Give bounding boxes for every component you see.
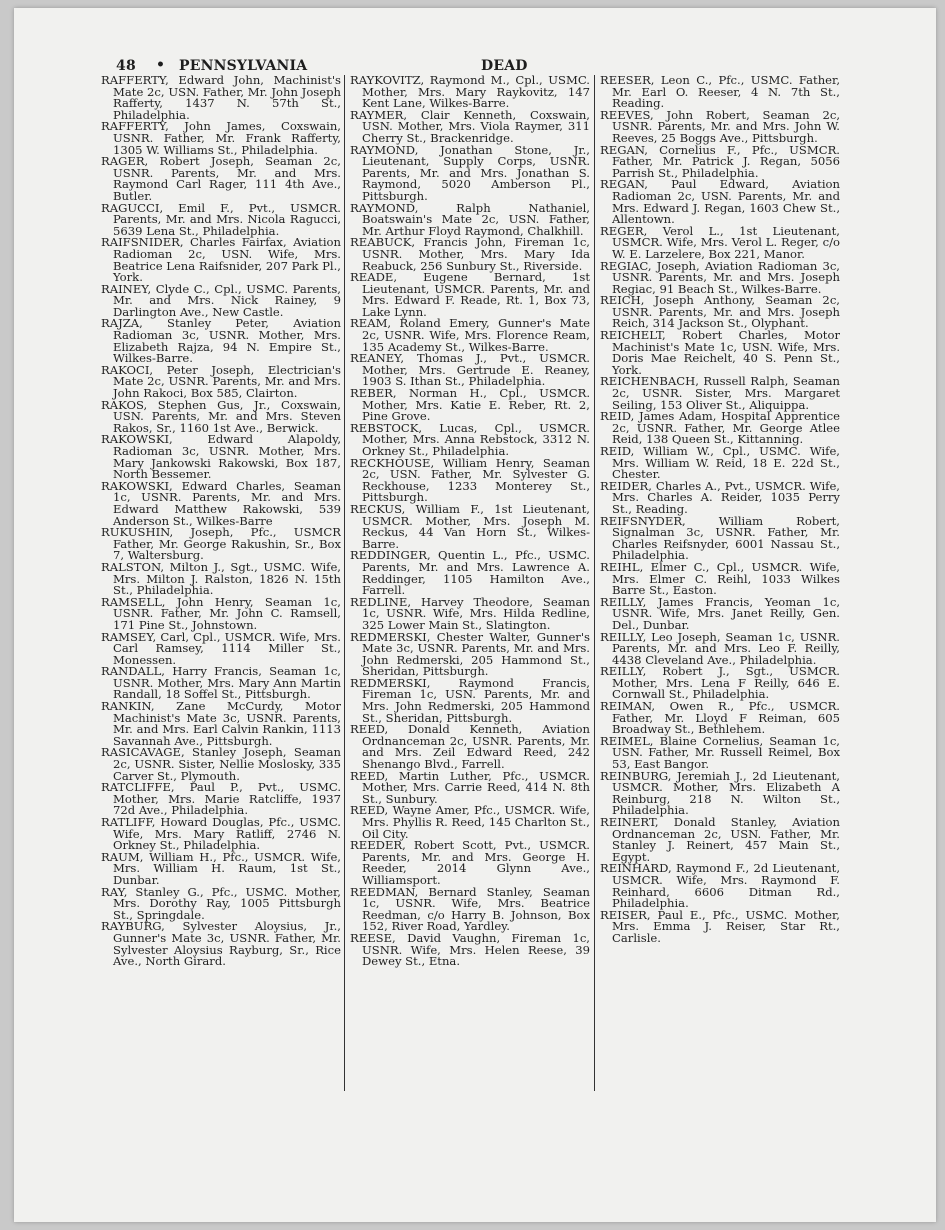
casualty-entry: RAUM, William H., Pfc., USMCR. Wife, Mrs. William H. Raum, 1st St., Dunbar. xyxy=(101,849,341,887)
casualty-entry: REILLY, Robert J., Sgt., USMCR. Mother, Mrs. Lena F Reilly, 646 E. Cornwall St., Philadelphia. xyxy=(600,664,840,702)
casualty-entry: REANEY, Thomas J., Pvt., USMCR. Mother, Mrs. Gertrude E. Reaney, 1903 S. Ithan St., Philadelphia. xyxy=(350,351,590,389)
casualty-entry: RAYMER, Clair Kenneth, Coxswain, USN. Mother, Mrs. Viola Raymer, 311 Cherry St., Brackenridge. xyxy=(350,107,590,145)
casualty-entry: REAM, Roland Emery, Gunner's Mate 2c, USNR. Wife, Mrs. Florence Ream, 135 Academy St., Wilkes-Barre. xyxy=(350,316,590,354)
casualty-entry: RUKUSHIN, Joseph, Pfc., USMCR Father, Mr. George Rakushin, Sr., Box 7, Waltersburg. xyxy=(101,525,341,563)
casualty-entry: REDMERSKI, Chester Walter, Gunner's Mate 3c, USNR. Parents, Mr. and Mrs. John Redmerski, 205 Hammond St., Sheridan, Pittsburgh. xyxy=(350,629,590,679)
casualty-entry: RAGER, Robert Joseph, Seaman 2c, USNR. Parents, Mr. and Mrs. Raymond Carl Rager, 111 4th Ave., Butler. xyxy=(101,154,341,203)
casualty-entry: REBSTOCK, Lucas, Cpl., USMCR. Mother, Mrs. Anna Rebstock, 3312 N. Orkney St., Philadelphia. xyxy=(350,420,590,458)
casualty-entry: REINBURG, Jeremiah J., 2d Lieutenant, USMCR. Mother, Mrs. Elizabeth A Reinburg, 218 N. Wilton St., Philadelphia. xyxy=(600,768,840,818)
casualty-entry: RAYBURG, Sylvester Aloysius, Jr., Gunner's Mate 3c, USNR. Father, Mr. Sylvester Aloysius Rayburg, Sr., Rice Ave., North Girard. xyxy=(101,919,341,969)
casualty-entry: RANKIN, Zane McCurdy, Motor Machinist's Mate 3c, USNR. Parents, Mr. and Mrs. Earl Calvin Rankin, 1113 Savannah Ave., Pittsburgh. xyxy=(101,699,341,748)
casualty-entry: REESER, Leon C., Pfc., USMC. Father, Mr. Earl O. Reeser, 4 N. 7th St., Reading. xyxy=(600,75,840,111)
casualty-entry: REGER, Verol L., 1st Lieutenant, USMCR. Wife, Mrs. Verol L. Reger, c/o W. E. Larzelere, Box 221, Manor. xyxy=(600,223,840,261)
casualty-entry: REBER, Norman H., Cpl., USMCR. Mother, Mrs. Katie E. Reber, Rt. 2, Pine Grove. xyxy=(350,386,590,424)
casualty-entry: REIFSNYDER, William Robert, Signalman 3c, USNR. Father, Mr. Charles Reifsnyder, 6001 Nassau St., Philadelphia. xyxy=(600,513,840,563)
casualty-entry: RAY, Stanley G., Pfc., USMC. Mother, Mrs. Dorothy Ray, 1005 Pittsburgh St., Springdale. xyxy=(101,884,341,922)
casualty-entry: REINERT, Donald Stanley, Aviation Ordnanceman 2c, USN. Father, Mr. Stanley J. Reinert, 457 Main St., Egypt. xyxy=(600,815,840,864)
casualty-entry: RALSTON, Milton J., Sgt., USMC. Wife, Mrs. Milton J. Ralston, 1826 N. 15th St., Philadelphia. xyxy=(101,559,341,598)
casualty-entry: RAJZA, Stanley Peter, Aviation Radioman 3c, USNR. Mother, Mrs. Elizabeth Rajza, 94 N. Empire St., Wilkes-Barre. xyxy=(101,316,341,366)
casualty-entry: REGIAC, Joseph, Aviation Radioman 3c, USNR. Parents, Mr. and Mrs. Joseph Regiac, 91 Beach St., Wilkes-Barre. xyxy=(600,258,840,296)
casualty-entry: REEVES, John Robert, Seaman 2c, USNR. Parents, Mr. and Mrs. John W. Reeves, 25 Boggs Ave., Pittsburgh. xyxy=(600,107,840,145)
casualty-entry: RAMSEY, Carl, Cpl., USMCR. Wife, Mrs. Carl Ramsey, 1114 Miller St., Monessen. xyxy=(101,629,341,667)
casualty-entry: REED, Donald Kenneth, Aviation Ordnanceman 2c, USNR. Parents, Mr. and Mrs. Zeil Edward Reed, 242 Shenango Blvd., Farrell. xyxy=(350,722,590,772)
casualty-entry: RAFFERTY, John James, Coxswain, USNR. Father, Mr. Frank Rafferty, 1305 W. Williams St., Philadelphia. xyxy=(101,119,341,157)
casualty-entry: RAGUCCI, Emil F., Pvt., USMCR. Parents, Mr. and Mrs. Nicola Ragucci, 5639 Lena St., Philadelphia. xyxy=(101,200,341,238)
casualty-entry: REED, Wayne Amer, Pfc., USMCR. Wife, Mrs. Phyllis R. Reed, 145 Charlton St., Oil City. xyxy=(350,803,590,841)
casualty-entry: REID, William W., Cpl., USMC. Wife, Mrs. William W. Reid, 18 E. 22d St., Chester. xyxy=(600,444,840,482)
casualty-entry: RAMSELL, John Henry, Seaman 1c, USNR. Father, Mr. John C. Ramsell, 171 Pine St., Johnstown. xyxy=(101,594,341,632)
casualty-entry: REDDINGER, Quentin L., Pfc., USMC. Parents, Mr. and Mrs. Lawrence A. Reddinger, 1105 Hamilton Ave., Farrell. xyxy=(350,548,590,598)
casualty-entry: REICH, Joseph Anthony, Seaman 2c, USNR. Parents, Mr. and Mrs. Joseph Reich, 314 Jackson St., Olyphant. xyxy=(600,293,840,331)
column-divider xyxy=(594,75,595,1091)
casualty-entry: REINHARD, Raymond F., 2d Lieutenant, USMCR. Wife, Mrs. Raymond F. Reinhard, 6606 Ditman Rd., Philadelphia. xyxy=(600,861,840,911)
casualty-entry: RAIFSNIDER, Charles Fairfax, Aviation Radioman 2c, USN. Wife, Mrs. Beatrice Lena Raifsnider, 207 Park Pl., York. xyxy=(101,235,341,285)
column-1 xyxy=(101,75,341,1095)
casualty-entry: REGAN, Cornelius F., Pfc., USMCR. Father, Mr. Patrick J. Regan, 5056 Parrish St., Philadelphia. xyxy=(600,142,840,180)
casualty-entry: RAYMOND, Jonathan Stone, Jr., Lieutenant, Supply Corps, USNR. Parents, Mr. and Mrs. Jonathan S. Raymond, 5020 Amberson Pl., Pittsburgh. xyxy=(350,142,590,203)
casualty-entry: REDMERSKI, Raymond Francis, Fireman 1c, USN. Parents, Mr. and Mrs. John Redmerski, 205 Hammond St., Sheridan, Pittsburgh. xyxy=(350,675,590,725)
column-2 xyxy=(350,75,590,1095)
casualty-entry: REILLY, James Francis, Yeoman 1c, USNR. Wife, Mrs. Janet Reilly, Gen. Del., Dunbar. xyxy=(600,594,840,632)
casualty-entry: RATCLIFFE, Paul P., Pvt., USMC. Mother, Mrs. Marie Ratcliffe, 1937 72d Ave., Philadelphia. xyxy=(101,780,341,818)
casualty-entry: RAFFERTY, Edward John, Machinist's Mate 2c, USN. Father, Mr. John Joseph Rafferty, 1437 N. 57th St., Philadelphia. xyxy=(101,75,341,122)
casualty-entry: REABUCK, Francis John, Fireman 1c, USNR. Mother, Mrs. Mary Ida Reabuck, 256 Sunbury St., Riverside. xyxy=(350,235,590,273)
casualty-entry: RAKOWSKI, Edward Alapoldy, Radioman 3c, USNR. Mother, Mrs. Mary Jankowski Rakowski, Box 187, North Bessemer. xyxy=(101,432,341,482)
casualty-entry: REDLINE, Harvey Theodore, Seaman 1c, USNR. Wife, Mrs. Hilda Redline, 325 Lower Main St., Slatington. xyxy=(350,594,590,632)
state-title: PENNSYLVANIA xyxy=(179,58,308,74)
bullet-icon: • xyxy=(156,57,166,73)
casualty-entry: REID, James Adam, Hospital Apprentice 2c, USNR. Father, Mr. George Atlee Reid, 138 Queen St., Kittanning. xyxy=(600,409,840,447)
casualty-entry: REED, Martin Luther, Pfc., USMCR. Mother, Mrs. Carrie Reed, 414 N. 8th St., Sunbury. xyxy=(350,768,590,806)
casualty-entry: REIMAN, Owen R., Pfc., USMCR. Father, Mr. Lloyd F Reiman, 605 Broadway St., Bethlehem. xyxy=(600,699,840,737)
casualty-entry: RECKUS, William F., 1st Lieutenant, USMCR. Mother, Mrs. Joseph M. Reckus, 44 Van Horn St., Wilkes-Barre. xyxy=(350,501,590,551)
casualty-entry: REESE, David Vaughn, Fireman 1c, USNR. Wife, Mrs. Helen Reese, 39 Dewey St., Etna. xyxy=(350,930,590,969)
page-number: 48 xyxy=(116,58,136,74)
casualty-entry: RANDALL, Harry Francis, Seaman 1c, USNR. Mother, Mrs. Mary Ann Martin Randall, 18 Soffel St., Pittsburgh. xyxy=(101,664,341,702)
casualty-entry: RAYMOND, Ralph Nathaniel, Boatswain's Mate 2c, USN. Father, Mr. Arthur Floyd Raymond, Chalkhill. xyxy=(350,200,590,238)
casualty-entry: REICHENBACH, Russell Ralph, Seaman 2c, USNR. Sister, Mrs. Margaret Seiling, 153 Oliver St., Aliquippa. xyxy=(600,374,840,412)
section-title: DEAD xyxy=(481,58,528,74)
casualty-entry: REIMEL, Blaine Cornelius, Seaman 1c, USN. Father, Mr. Russell Reimel, Box 53, East Bangor. xyxy=(600,733,840,772)
casualty-entry: RATLIFF, Howard Douglas, Pfc., USMC. Wife, Mrs. Mary Ratliff, 2746 N. Orkney St., Philadelphia. xyxy=(101,815,341,853)
casualty-entry: RASICAVAGE, Stanley Joseph, Seaman 2c, USNR. Sister, Nellie Moslosky, 335 Carver St., Plymouth. xyxy=(101,745,341,783)
casualty-entry: RAKOS, Stephen Gus, Jr., Coxswain, USN. Parents, Mr. and Mrs. Steven Rakos, Sr., 1160 1st Ave., Berwick. xyxy=(101,397,341,435)
casualty-entry: RAYKOVITZ, Raymond M., Cpl., USMC. Mother, Mrs. Mary Raykovitz, 147 Kent Lane, Wilkes-Barre. xyxy=(350,75,590,111)
casualty-entry: REEDMAN, Bernard Stanley, Seaman 1c, USNR. Wife, Mrs. Beatrice Reedman, c/o Harry B. Johnson, Box 152, River Road, Yardley. xyxy=(350,884,590,934)
casualty-entry: RAKOCI, Peter Joseph, Electrician's Mate 2c, USNR. Parents, Mr. and Mrs. John Rakoci, Box 585, Clairton. xyxy=(101,362,341,401)
casualty-entry: READE, Eugene Bernard, 1st Lieutenant, USMCR. Parents, Mr. and Mrs. Edward F. Reade, Rt. 1, Box 73, Lake Lynn. xyxy=(350,270,590,319)
casualty-entry: REIHL, Elmer C., Cpl., USMCR. Wife, Mrs. Elmer C. Reihl, 1033 Wilkes Barre St., Easton. xyxy=(600,559,840,598)
column-divider xyxy=(344,75,345,1091)
casualty-entry: REEDER, Robert Scott, Pvt., USMCR. Parents, Mr. and Mrs. George H. Reeder, 2014 Glynn Ave., Williamsport. xyxy=(350,838,590,887)
casualty-entry: RECKHOUSE, William Henry, Seaman 2c, USN. Father, Mr. Sylvester G. Reckhouse, 1233 Monterey St., Pittsburgh. xyxy=(350,455,590,505)
casualty-entry: REIDER, Charles A., Pvt., USMCR. Wife, Mrs. Charles A. Reider, 1035 Perry St., Reading. xyxy=(600,478,840,516)
casualty-entry: RAKOWSKI, Edward Charles, Seaman 1c, USNR. Parents, Mr. and Mrs. Edward Matthew Rakowski, 539 Anderson St., Wilkes-Barre xyxy=(101,478,341,528)
casualty-entry: REISER, Paul E., Pfc., USMC. Mother, Mrs. Emma J. Reiser, Star Rt., Carlisle. xyxy=(600,907,840,945)
casualty-entry: RAINEY, Clyde C., Cpl., USMC. Parents, Mr. and Mrs. Nick Rainey, 9 Darlington Ave., New Castle. xyxy=(101,281,341,319)
column-3 xyxy=(600,75,840,1095)
casualty-entry: REGAN, Paul Edward, Aviation Radioman 2c, USN. Parents, Mr. and Mrs. Edward J. Regan, 1603 Chew St., Allentown. xyxy=(600,177,840,227)
casualty-entry: REILLY, Leo Joseph, Seaman 1c, USNR. Parents, Mr. and Mrs. Leo F. Reilly, 4438 Cleveland Ave., Philadelphia. xyxy=(600,629,840,667)
casualty-entry: REICHELT, Robert Charles, Motor Machinist's Mate 1c, USN. Wife, Mrs. Doris Mae Reichelt, 40 S. Penn St., York. xyxy=(600,328,840,377)
